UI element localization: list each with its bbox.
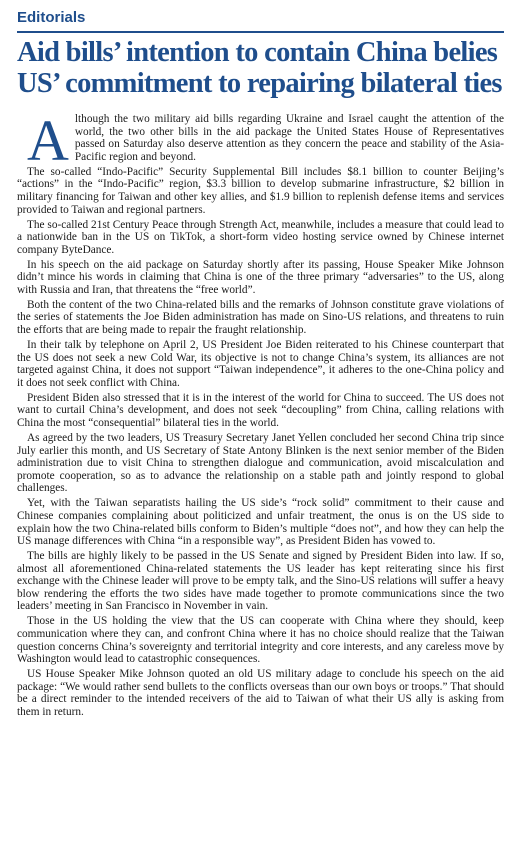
article-body [17, 108, 504, 719]
article-paragraph-7: President Biden also stressed that it is in the interest of the world for China to succeed. The US does not want to curtail China’s development, and does not seek “decoupling” from China, calling relations with China the most “consequential” bilateral ties in the world. [17, 391, 504, 429]
section-label: Editorials [17, 9, 86, 26]
paragraph-1-text: lthough the two military aid bills regarding Ukraine and Israel caught the attention of the world, the two other bills in the aid package the United States House of Representatives passed on Saturday also deserve attention as they concern the peace and stability of the Asia-Pacific region and beyond. [74, 113, 504, 163]
article-paragraph-12: US House Speaker Mike Johnson quoted an old US military adage to conclude his speech on the aid package: “We would rather send bullets to the conflicts overseas than our own boys or troops.” That should be a direct reminder to the intended receivers of the aid to Taiwan of what their US ally is asking from them in return. [17, 668, 504, 719]
article-paragraph-8: As agreed by the two leaders, US Treasury Secretary Janet Yellen concluded her second China trip since July earlier this month, and US Secretary of State Antony Blinken is the next senior member of the Biden administration due to visit China to strengthen dialogue and communication, avoid miscalculation and promote cooperation, so as to advance the relationship on a stable path and jointly respond to global challenges. [17, 431, 504, 495]
article-paragraph-2: The so-called “Indo-Pacific” Security Supplemental Bill includes $8.1 billion to counter Beijing’s “actions” in the “Indo-Pacific” region, $3.3 billion to develop submarine infrastructure, $2 billion in military financing for Taiwan and other key allies, and $1.9 billion to replenish defense items and services provided to Taiwan and regional partners. [17, 165, 504, 216]
headline [17, 37, 504, 99]
headline-line-1: Aid bills’ intention to contain China belies [17, 37, 498, 68]
article-paragraph-5: Both the content of the two China-related bills and the remarks of Johnson constitute grave violations of the series of statements the Joe Biden administration has made on Sino-US relations, and threatens to ruin the efforts that are being made to repair the fraught relationship. [17, 298, 504, 337]
article-paragraph-11: Those in the US holding the view that the US can cooperate with China where they should, keep communication where they can, and confront China where it has no choice should realize that the Taiwan question concerns China’s sovereignty and territorial integrity and core interests, and any careless move by Washington would lead to catastrophic consequences. [17, 615, 504, 666]
article-paragraph-3: The so-called 21st Century Peace through Strength Act, meanwhile, includes a measure that could lead to a nationwide ban in the US on TikTok, a short-form video hosting service owned by Chinese internet company ByteDance. [17, 218, 504, 256]
article-paragraph-6: In their talk by telephone on April 2, US President Joe Biden reiterated to his Chinese counterpart that the US does not seek a new Cold War, its objective is not to change China’s system, its alliances are not targeted against China, it does not support “Taiwan independence”, it adheres to the one-China policy and it does not seek conflict with China. [17, 339, 504, 389]
headline-line-2: US’ commitment to repairing bilateral ties [17, 68, 502, 99]
article-paragraph-4: In his speech on the aid package on Saturday shortly after its passing, House Speaker Mike Johnson didn’t mince his words in claiming that China is one of the three primary “adversaries” to the US, along with Russia and Iran, that threatens the “free world”. [17, 258, 504, 296]
article-paragraph-9: Yet, with the Taiwan separatists hailing the US side’s “rock solid” commitment to their cause and Chinese companies complaining about politicized and unfair treatment, the onus is on the US side to explain how the two China-related bills conform to Biden’s multiple “does not”, and how they can help the US manage differences with China “in a responsible way”, as President Biden has vowed to. [17, 497, 504, 548]
section-divider [17, 31, 504, 33]
drop-cap: A [27, 108, 69, 173]
article-paragraph-10: The bills are highly likely to be passed in the US Senate and signed by President Biden into law. If so, almost all aforementioned China-related statements the US leader has kept reiterating since his first exchange with the Chinese leader will prove to be empty talk, and the Sino-US relations will suffer a heavy blow rendering the efforts the two sides have made together to promote communications since the two leaders’ meeting in San Francisco in November in vain. [17, 550, 504, 613]
article-paragraph-1 [17, 108, 504, 173]
